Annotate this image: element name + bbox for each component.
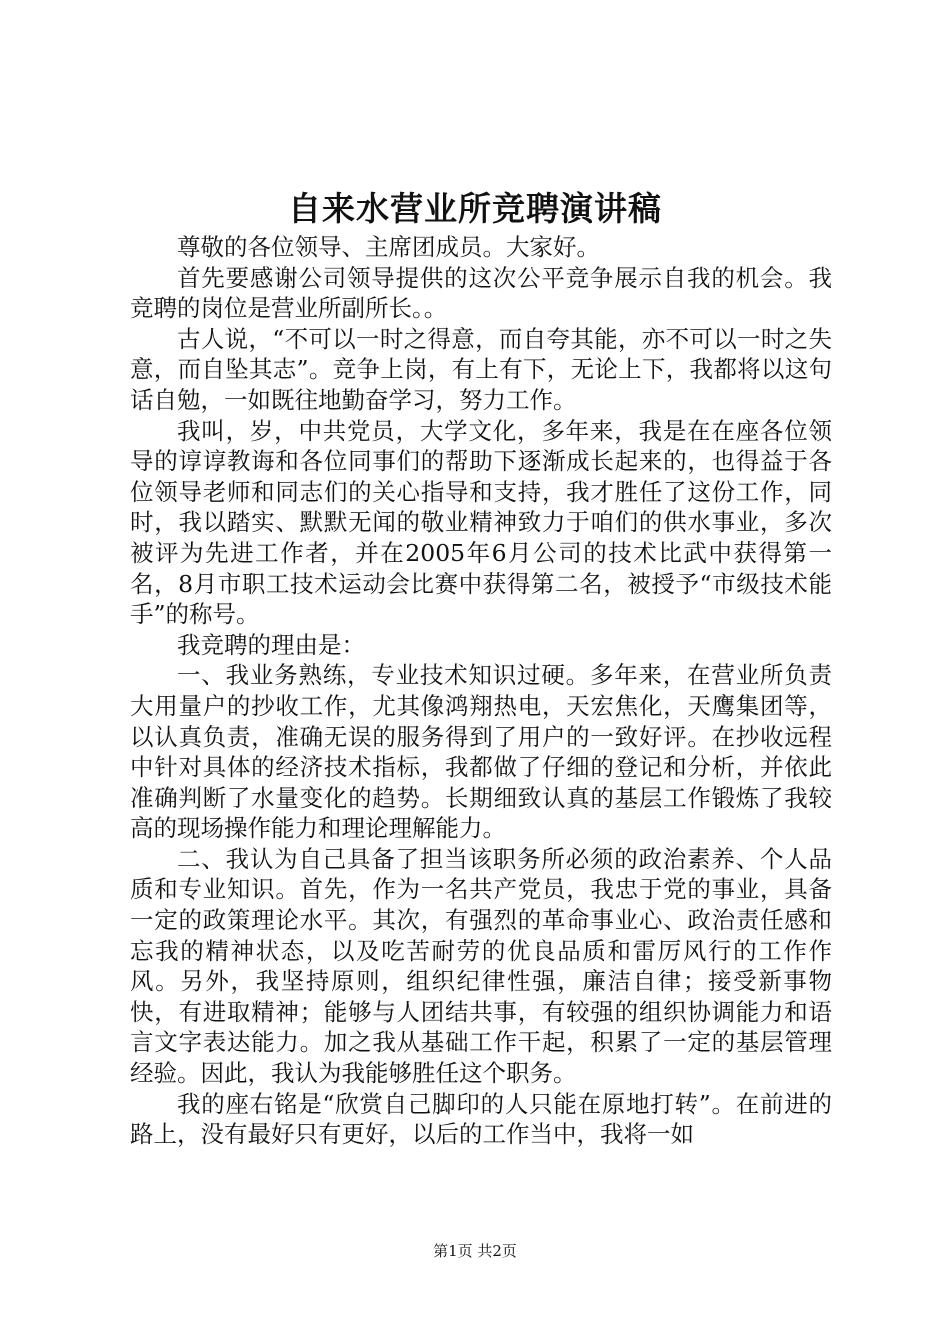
paragraph-greeting: 尊敬的各位领导、主席团成员。大家好。 [177,233,600,261]
document-body [130,232,832,1150]
paragraph-reason-one: 一、我业务熟练，专业技术知识过硬。多年来，在营业所负责大用量户的抄收工作，尤其像鸿翔热电，天宏焦化，天鹰集团等，以认真负责，准确无误的服务得到了用户的一致好评。在抄收远程中针对具体的经济技术指标，我都做了仔细的登记和分析，并依此准确判断了水量变化的趋势。长期细致认真的基层工作锻炼了我较高的现场操作能力和理论理解能力。 [130,661,832,843]
paragraph-self-intro: 我叫，岁，中共党员，大学文化，多年来，我是在在座各位领导的谆谆教诲和各位同事们的帮助下逐渐成长起来的，也得益于各位领导老师和同志们的关心指导和支持，我才胜任了这份工作，同时，我以踏实、默默无闻的敬业精神致力于咱们的供水事业，多次被评为先进工作者，并在2005年6月公司的技术比武中获得第一名，8月市职工技术运动会比赛中获得第二名，被授予“市级技术能手”的称号。 [130,416,832,629]
paragraph-reasons-heading: 我竞聘的理由是： [177,630,365,659]
paragraph-reason-two: 二、我认为自己具备了担当该职务所必须的政治素养、个人品质和专业知识。首先，作为一名共产党员，我忠于党的事业，具备一定的政策理论水平。其次，有强烈的革命事业心、政治责任感和忘我的精神状态，以及吃苦耐劳的优良品质和雷厉风行的工作作风。另外，我坚持原则，组织纪律性强，廉洁自律；接受新事物快，有进取精神；能够与人团结共事，有较强的组织协调能力和语言文字表达能力。加之我从基础工作干起，积累了一定的基层管理经验。因此，我认为我能够胜任这个职务。 [130,844,832,1088]
page-footer: 第1页 共2页 [433,1242,517,1260]
paragraph-quote: 古人说，“不可以一时之得意，而自夸其能，亦不可以一时之失意，而自坠其志”。竞争上岗，有上有下，无论上下，我都将以这句话自勉，一如既往地勤奋学习，努力工作。 [130,324,832,414]
paragraph-motto: 我的座右铭是“欣赏自己脚印的人只能在原地打转”。在前进的路上，没有最好只有更好，以后的工作当中，我将一如 [130,1089,832,1149]
document-title: 自来水营业所竞聘演讲稿 [288,189,662,228]
paragraph-opening: 首先要感谢公司领导提供的这次公平竞争展示自我的机会。我竞聘的岗位是营业所副所长。。 [130,263,832,323]
